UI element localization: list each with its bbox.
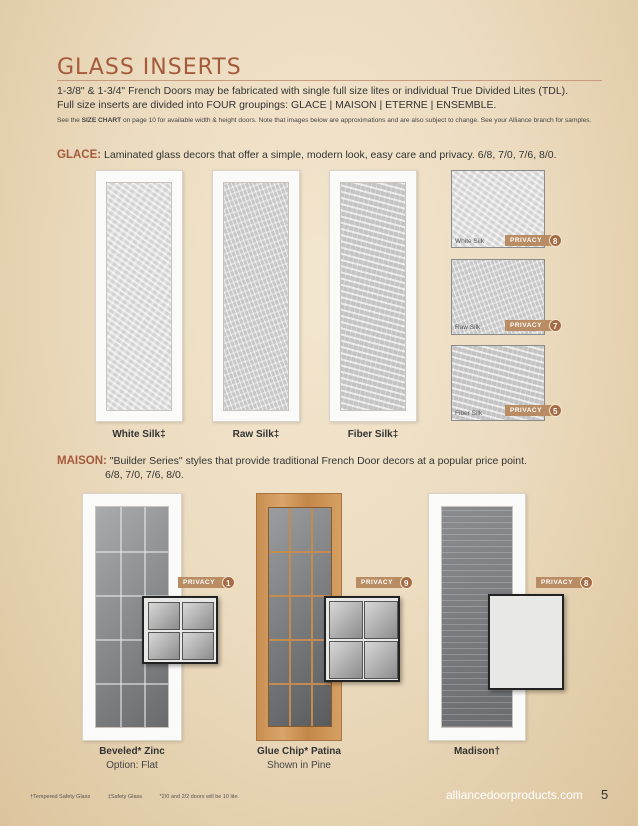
- size-chart-link: SIZE CHART: [81, 117, 122, 124]
- door-fiber-silk: [329, 170, 417, 422]
- sub-beveled-zinc: Option: Flat: [106, 760, 158, 771]
- glace-heading: [57, 148, 617, 162]
- inset-glue-chip-patina: [324, 596, 400, 682]
- maison-heading: [57, 454, 617, 482]
- footer-note-lite: *2/0 and 2/2 doors will be 10 lite.: [159, 794, 240, 800]
- privacy-text: PRIVACY: [510, 407, 542, 414]
- maison-desc: "Builder Series" styles that provide traditional French Door decors at a popular price point.: [106, 455, 527, 467]
- privacy-text: PRIVACY: [541, 579, 573, 586]
- intro-line-1: 1-3/8" & 1-3/4" French Doors may be fabricated with single full size lites or individual True Divided Lites (TDL).: [57, 85, 569, 97]
- glass-raw-silk: [223, 182, 289, 411]
- inset-beveled-zinc: [142, 596, 218, 664]
- privacy-badge-fiber-silk: [505, 405, 557, 416]
- privacy-level: 8: [580, 576, 593, 589]
- note-post: on page 10 for available width & height doors. Note that images below are approximations and are also subject to change. See your Alliance branch for samples.: [121, 117, 592, 124]
- swatch-label-white-silk: White Silk: [455, 238, 484, 245]
- footer-note-safety: ‡Safety Glass: [107, 794, 143, 800]
- privacy-text: PRIVACY: [361, 579, 393, 586]
- privacy-badge-white-silk: [505, 235, 557, 246]
- privacy-text: PRIVACY: [510, 322, 542, 329]
- swatch-label-raw-silk: Raw Silk: [455, 324, 481, 331]
- glass-white-silk: [106, 182, 172, 411]
- page-number: 5: [601, 787, 609, 802]
- sub-glue-chip-patina: Shown in Pine: [267, 760, 331, 771]
- caption-madison: Madison†: [453, 746, 501, 757]
- caption-glue-chip-patina: Glue Chip* Patina: [257, 746, 341, 757]
- glace-keyword: GLACE:: [57, 149, 102, 161]
- glass-glue-chip-patina: [268, 507, 332, 727]
- footer-note-tempered: †Tempered Safety Glass: [30, 794, 91, 800]
- note-pre: See the: [57, 117, 82, 124]
- title-divider: [57, 80, 602, 81]
- privacy-text: PRIVACY: [510, 237, 542, 244]
- page-title: GLASS INSERTS: [57, 55, 242, 80]
- door-raw-silk: [212, 170, 300, 422]
- privacy-level: 8: [549, 234, 562, 247]
- privacy-text: PRIVACY: [183, 579, 215, 586]
- privacy-badge-glue-chip: [356, 577, 408, 588]
- privacy-level: 1: [222, 576, 235, 589]
- maison-keyword: MAISON:: [57, 455, 107, 467]
- caption-white-silk: White Silk‡: [112, 429, 166, 440]
- website-link[interactable]: alliancedoorproducts.com: [446, 788, 583, 802]
- privacy-badge-madison: [536, 577, 588, 588]
- caption-fiber-silk: Fiber Silk‡: [347, 429, 399, 440]
- door-white-silk: [95, 170, 183, 422]
- glace-desc: Laminated glass decors that offer a simple, modern look, easy care and privacy. 6/8, 7/0, 7/6, 8/0.: [101, 149, 557, 161]
- intro-line-2: Full size inserts are divided into FOUR groupings: GLACE | MAISON | ETERNE | ENSEMBLE.: [57, 99, 497, 111]
- caption-raw-silk: Raw Silk‡: [232, 429, 280, 440]
- inset-madison: [488, 594, 564, 690]
- privacy-badge-raw-silk: [505, 320, 557, 331]
- glass-fiber-silk: [340, 182, 406, 411]
- privacy-badge-beveled-zinc: [178, 577, 230, 588]
- footer-notes: [30, 794, 255, 800]
- privacy-level: 7: [549, 319, 562, 332]
- caption-beveled-zinc: Beveled* Zinc: [99, 746, 165, 757]
- privacy-level: 5: [549, 404, 562, 417]
- intro-text: [57, 84, 602, 112]
- privacy-level: 9: [400, 576, 413, 589]
- swatch-label-fiber-silk: Fiber Silk: [455, 410, 483, 417]
- maison-sizes: 6/8, 7/0, 7/6, 8/0.: [105, 469, 184, 481]
- size-note: [57, 116, 602, 126]
